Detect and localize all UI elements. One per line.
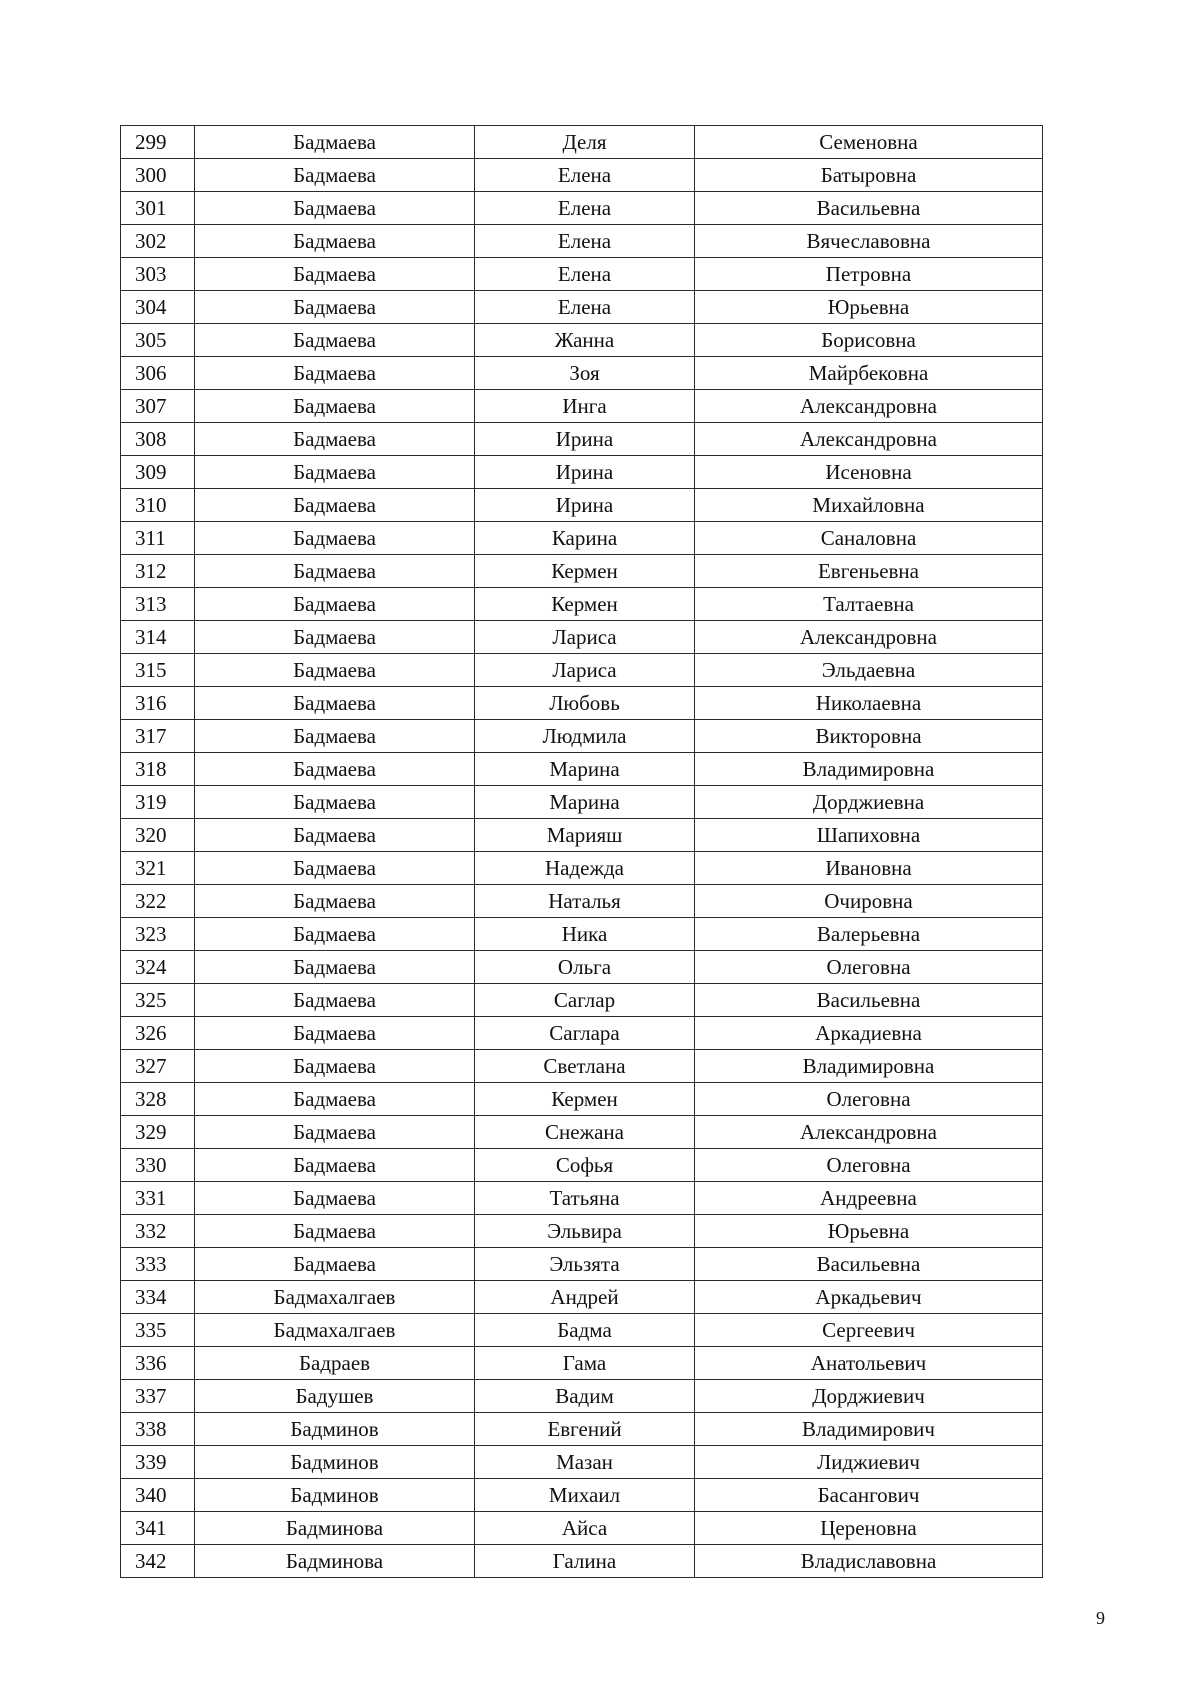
table-row <box>121 984 1043 1017</box>
first-name-cell: Людмила <box>475 720 695 753</box>
table-row <box>121 1116 1043 1149</box>
table-row <box>121 1347 1043 1380</box>
table-row <box>121 1248 1043 1281</box>
last-name-cell: Бадмаева <box>195 588 475 621</box>
patronymic-cell: Владимировна <box>695 753 1043 786</box>
patronymic-cell: Васильевна <box>695 1248 1043 1281</box>
table-row <box>121 1413 1043 1446</box>
last-name-cell: Бадмаева <box>195 291 475 324</box>
row-number-cell: 312 <box>121 555 195 588</box>
row-number-cell: 336 <box>121 1347 195 1380</box>
row-number-cell: 313 <box>121 588 195 621</box>
row-number-cell: 307 <box>121 390 195 423</box>
last-name-cell: Бадраев <box>195 1347 475 1380</box>
first-name-cell: Ника <box>475 918 695 951</box>
row-number-cell: 320 <box>121 819 195 852</box>
first-name-cell: Ирина <box>475 423 695 456</box>
row-number-cell: 339 <box>121 1446 195 1479</box>
row-number-cell: 315 <box>121 654 195 687</box>
last-name-cell: Бадмаева <box>195 159 475 192</box>
first-name-cell: Саглар <box>475 984 695 1017</box>
last-name-cell: Бадмаева <box>195 126 475 159</box>
last-name-cell: Бадмаева <box>195 786 475 819</box>
row-number-cell: 305 <box>121 324 195 357</box>
table-row <box>121 852 1043 885</box>
row-number-cell: 332 <box>121 1215 195 1248</box>
first-name-cell: Вадим <box>475 1380 695 1413</box>
first-name-cell: Мазан <box>475 1446 695 1479</box>
row-number-cell: 304 <box>121 291 195 324</box>
last-name-cell: Бадмаева <box>195 1083 475 1116</box>
patronymic-cell: Юрьевна <box>695 1215 1043 1248</box>
table-row <box>121 1182 1043 1215</box>
table-row <box>121 192 1043 225</box>
row-number-cell: 323 <box>121 918 195 951</box>
last-name-cell: Бадмаева <box>195 1017 475 1050</box>
first-name-cell: Айса <box>475 1512 695 1545</box>
first-name-cell: Кермен <box>475 1083 695 1116</box>
patronymic-cell: Цереновна <box>695 1512 1043 1545</box>
patronymic-cell: Александровна <box>695 1116 1043 1149</box>
row-number-cell: 328 <box>121 1083 195 1116</box>
table-row <box>121 1083 1043 1116</box>
first-name-cell: Галина <box>475 1545 695 1578</box>
first-name-cell: Софья <box>475 1149 695 1182</box>
first-name-cell: Марина <box>475 753 695 786</box>
last-name-cell: Бадмаева <box>195 1116 475 1149</box>
table-row <box>121 423 1043 456</box>
first-name-cell: Саглара <box>475 1017 695 1050</box>
table-row <box>121 885 1043 918</box>
table-row <box>121 357 1043 390</box>
table-row <box>121 1017 1043 1050</box>
last-name-cell: Бадмаева <box>195 654 475 687</box>
row-number-cell: 326 <box>121 1017 195 1050</box>
first-name-cell: Наталья <box>475 885 695 918</box>
table-row <box>121 786 1043 819</box>
first-name-cell: Андрей <box>475 1281 695 1314</box>
first-name-cell: Михаил <box>475 1479 695 1512</box>
first-name-cell: Елена <box>475 159 695 192</box>
row-number-cell: 317 <box>121 720 195 753</box>
row-number-cell: 340 <box>121 1479 195 1512</box>
table-row <box>121 1545 1043 1578</box>
first-name-cell: Лариса <box>475 621 695 654</box>
table-row <box>121 390 1043 423</box>
first-name-cell: Марияш <box>475 819 695 852</box>
last-name-cell: Бадушев <box>195 1380 475 1413</box>
patronymic-cell: Басангович <box>695 1479 1043 1512</box>
table-row <box>121 588 1043 621</box>
patronymic-cell: Семеновна <box>695 126 1043 159</box>
table-row <box>121 1149 1043 1182</box>
table-row <box>121 1050 1043 1083</box>
patronymic-cell: Очировна <box>695 885 1043 918</box>
table-row <box>121 555 1043 588</box>
last-name-cell: Бадмаева <box>195 687 475 720</box>
patronymic-cell: Владимирович <box>695 1413 1043 1446</box>
last-name-cell: Бадмаева <box>195 489 475 522</box>
first-name-cell: Елена <box>475 258 695 291</box>
row-number-cell: 342 <box>121 1545 195 1578</box>
patronymic-cell: Викторовна <box>695 720 1043 753</box>
patronymic-cell: Васильевна <box>695 984 1043 1017</box>
table-row <box>121 1446 1043 1479</box>
patronymic-cell: Владимировна <box>695 1050 1043 1083</box>
table-row <box>121 126 1043 159</box>
last-name-cell: Бадмаева <box>195 390 475 423</box>
first-name-cell: Любовь <box>475 687 695 720</box>
patronymic-cell: Николаевна <box>695 687 1043 720</box>
patronymic-cell: Аркадиевна <box>695 1017 1043 1050</box>
first-name-cell: Жанна <box>475 324 695 357</box>
patronymic-cell: Исеновна <box>695 456 1043 489</box>
patronymic-cell: Петровна <box>695 258 1043 291</box>
table-row <box>121 489 1043 522</box>
patronymic-cell: Юрьевна <box>695 291 1043 324</box>
table-row <box>121 522 1043 555</box>
first-name-cell: Елена <box>475 291 695 324</box>
row-number-cell: 322 <box>121 885 195 918</box>
patronymic-cell: Ивановна <box>695 852 1043 885</box>
row-number-cell: 335 <box>121 1314 195 1347</box>
patronymic-cell: Васильевна <box>695 192 1043 225</box>
row-number-cell: 318 <box>121 753 195 786</box>
table-row <box>121 1281 1043 1314</box>
patronymic-cell: Батыровна <box>695 159 1043 192</box>
last-name-cell: Бадминова <box>195 1512 475 1545</box>
row-number-cell: 309 <box>121 456 195 489</box>
patronymic-cell: Александровна <box>695 423 1043 456</box>
row-number-cell: 330 <box>121 1149 195 1182</box>
table-row <box>121 720 1043 753</box>
row-number-cell: 311 <box>121 522 195 555</box>
last-name-cell: Бадмаева <box>195 555 475 588</box>
patronymic-cell: Дорджиевич <box>695 1380 1043 1413</box>
table-row <box>121 621 1043 654</box>
row-number-cell: 327 <box>121 1050 195 1083</box>
row-number-cell: 321 <box>121 852 195 885</box>
row-number-cell: 302 <box>121 225 195 258</box>
table-row <box>121 1512 1043 1545</box>
last-name-cell: Бадминов <box>195 1413 475 1446</box>
patronymic-cell: Саналовна <box>695 522 1043 555</box>
last-name-cell: Бадмаева <box>195 423 475 456</box>
first-name-cell: Елена <box>475 225 695 258</box>
table-row <box>121 258 1043 291</box>
last-name-cell: Бадмаева <box>195 1050 475 1083</box>
page-number: 9 <box>1096 1608 1105 1628</box>
last-name-cell: Бадмаева <box>195 192 475 225</box>
row-number-cell: 310 <box>121 489 195 522</box>
first-name-cell: Эльзята <box>475 1248 695 1281</box>
first-name-cell: Деля <box>475 126 695 159</box>
table-row <box>121 687 1043 720</box>
first-name-cell: Кермен <box>475 588 695 621</box>
row-number-cell: 325 <box>121 984 195 1017</box>
row-number-cell: 329 <box>121 1116 195 1149</box>
last-name-cell: Бадминов <box>195 1479 475 1512</box>
last-name-cell: Бадмаева <box>195 720 475 753</box>
table-row <box>121 819 1043 852</box>
row-number-cell: 301 <box>121 192 195 225</box>
patronymic-cell: Анатольевич <box>695 1347 1043 1380</box>
table-row <box>121 753 1043 786</box>
last-name-cell: Бадмаева <box>195 951 475 984</box>
last-name-cell: Бадмаева <box>195 1248 475 1281</box>
row-number-cell: 334 <box>121 1281 195 1314</box>
patronymic-cell: Аркадьевич <box>695 1281 1043 1314</box>
table-row <box>121 1479 1043 1512</box>
first-name-cell: Татьяна <box>475 1182 695 1215</box>
table-row <box>121 1380 1043 1413</box>
last-name-cell: Бадминова <box>195 1545 475 1578</box>
last-name-cell: Бадмаева <box>195 885 475 918</box>
row-number-cell: 300 <box>121 159 195 192</box>
row-number-cell: 314 <box>121 621 195 654</box>
last-name-cell: Бадмаева <box>195 1149 475 1182</box>
row-number-cell: 299 <box>121 126 195 159</box>
row-number-cell: 341 <box>121 1512 195 1545</box>
table-row <box>121 159 1043 192</box>
patronymic-cell: Владиславовна <box>695 1545 1043 1578</box>
last-name-cell: Бадмахалгаев <box>195 1281 475 1314</box>
last-name-cell: Бадмаева <box>195 357 475 390</box>
row-number-cell: 331 <box>121 1182 195 1215</box>
table-row <box>121 456 1043 489</box>
last-name-cell: Бадмаева <box>195 1182 475 1215</box>
table-row <box>121 918 1043 951</box>
patronymic-cell: Вячеславовна <box>695 225 1043 258</box>
names-table-body <box>121 126 1043 1578</box>
last-name-cell: Бадмаева <box>195 522 475 555</box>
row-number-cell: 333 <box>121 1248 195 1281</box>
row-number-cell: 316 <box>121 687 195 720</box>
patronymic-cell: Александровна <box>695 621 1043 654</box>
first-name-cell: Карина <box>475 522 695 555</box>
patronymic-cell: Сергеевич <box>695 1314 1043 1347</box>
first-name-cell: Снежана <box>475 1116 695 1149</box>
first-name-cell: Светлана <box>475 1050 695 1083</box>
names-table <box>120 125 1043 1578</box>
first-name-cell: Марина <box>475 786 695 819</box>
last-name-cell: Бадмахалгаев <box>195 1314 475 1347</box>
patronymic-cell: Андреевна <box>695 1182 1043 1215</box>
row-number-cell: 338 <box>121 1413 195 1446</box>
patronymic-cell: Олеговна <box>695 951 1043 984</box>
table-row <box>121 654 1043 687</box>
first-name-cell: Ирина <box>475 489 695 522</box>
first-name-cell: Кермен <box>475 555 695 588</box>
patronymic-cell: Шапиховна <box>695 819 1043 852</box>
last-name-cell: Бадмаева <box>195 456 475 489</box>
patronymic-cell: Талтаевна <box>695 588 1043 621</box>
row-number-cell: 308 <box>121 423 195 456</box>
patronymic-cell: Александровна <box>695 390 1043 423</box>
row-number-cell: 306 <box>121 357 195 390</box>
first-name-cell: Зоя <box>475 357 695 390</box>
patronymic-cell: Олеговна <box>695 1083 1043 1116</box>
patronymic-cell: Майрбековна <box>695 357 1043 390</box>
patronymic-cell: Борисовна <box>695 324 1043 357</box>
row-number-cell: 337 <box>121 1380 195 1413</box>
last-name-cell: Бадмаева <box>195 753 475 786</box>
first-name-cell: Инга <box>475 390 695 423</box>
first-name-cell: Евгений <box>475 1413 695 1446</box>
first-name-cell: Надежда <box>475 852 695 885</box>
first-name-cell: Ольга <box>475 951 695 984</box>
patronymic-cell: Дорджиевна <box>695 786 1043 819</box>
row-number-cell: 319 <box>121 786 195 819</box>
patronymic-cell: Валерьевна <box>695 918 1043 951</box>
table-row <box>121 225 1043 258</box>
last-name-cell: Бадмаева <box>195 621 475 654</box>
first-name-cell: Елена <box>475 192 695 225</box>
table-row <box>121 951 1043 984</box>
first-name-cell: Ирина <box>475 456 695 489</box>
last-name-cell: Бадмаева <box>195 258 475 291</box>
patronymic-cell: Лиджиевич <box>695 1446 1043 1479</box>
table-row <box>121 1215 1043 1248</box>
last-name-cell: Бадминов <box>195 1446 475 1479</box>
last-name-cell: Бадмаева <box>195 819 475 852</box>
last-name-cell: Бадмаева <box>195 1215 475 1248</box>
table-row <box>121 291 1043 324</box>
last-name-cell: Бадмаева <box>195 984 475 1017</box>
row-number-cell: 303 <box>121 258 195 291</box>
last-name-cell: Бадмаева <box>195 324 475 357</box>
table-row <box>121 1314 1043 1347</box>
first-name-cell: Эльвира <box>475 1215 695 1248</box>
last-name-cell: Бадмаева <box>195 225 475 258</box>
last-name-cell: Бадмаева <box>195 852 475 885</box>
first-name-cell: Гама <box>475 1347 695 1380</box>
row-number-cell: 324 <box>121 951 195 984</box>
last-name-cell: Бадмаева <box>195 918 475 951</box>
patronymic-cell: Олеговна <box>695 1149 1043 1182</box>
patronymic-cell: Эльдаевна <box>695 654 1043 687</box>
table-row <box>121 324 1043 357</box>
first-name-cell: Лариса <box>475 654 695 687</box>
patronymic-cell: Евгеньевна <box>695 555 1043 588</box>
first-name-cell: Бадма <box>475 1314 695 1347</box>
patronymic-cell: Михайловна <box>695 489 1043 522</box>
